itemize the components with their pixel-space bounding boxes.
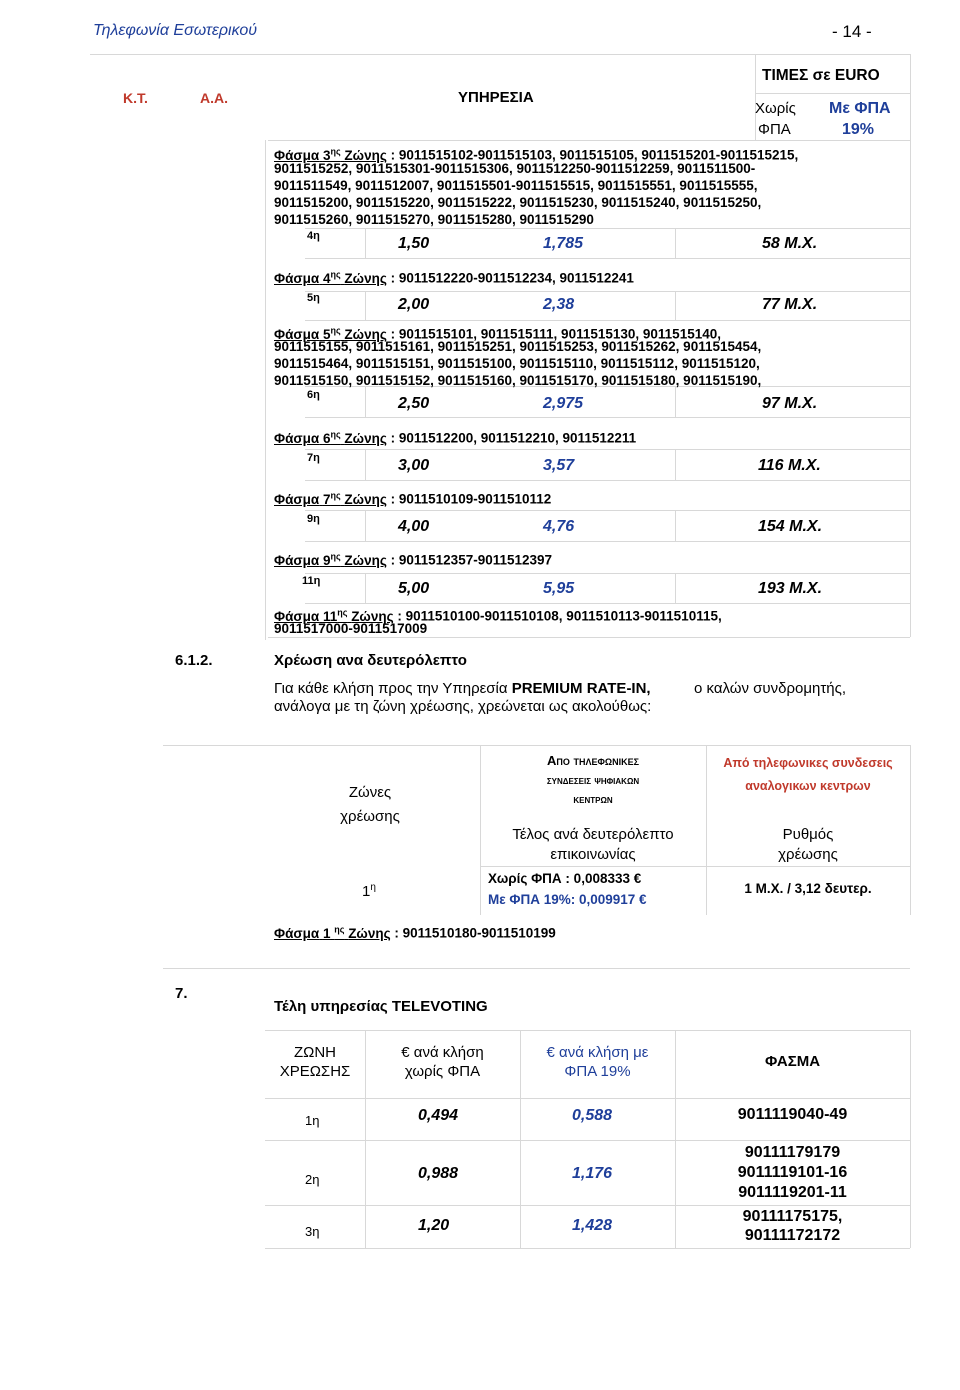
tv-header-zone-2: ΧΡΕΩΣΗΣ xyxy=(279,1063,351,1080)
phase-1-heading: Φάσμα 1 $^{\eta\varsigma}$ Ζώνης : 9011510180-9011510199 xyxy=(274,924,556,941)
tv-zone: 1η xyxy=(305,1113,320,1128)
phase-6-heading: Φάσμα $6^{\eta\varsigma}$ Ζώνης : 9011512200, 9011512210, 9011512211 xyxy=(274,429,637,446)
zones-header-1: Ζώνες xyxy=(348,784,392,801)
tv-header-vat-1: € ανά κλήση με xyxy=(546,1044,649,1061)
col-header-novat-1: Χωρίς xyxy=(755,100,796,117)
tv-header-vat-2: ΦΠΑ 19% xyxy=(564,1063,631,1080)
section-paragraph-2: ανάλογα με τη ζώνη χρέωσης, χρεώνεται ως ακολούθως: xyxy=(274,698,652,715)
price-vat: 4,76 xyxy=(543,518,575,535)
units: 193 Μ.Χ. xyxy=(758,580,823,597)
price-novat: 1,50 xyxy=(398,235,430,252)
tv-range: 9011119101-16 xyxy=(737,1164,848,1181)
units: 77 Μ.Χ. xyxy=(762,296,818,313)
section-paragraph: Για κάθε κλήση προς την Υπηρεσία PREMIUM RATE-IN, xyxy=(274,680,651,697)
zone-label: 7η xyxy=(307,452,320,464)
phase-11-heading: Φάσμα $11^{\eta\varsigma}$ Ζώνης : 9011510100-9011510108, 9011510113-9011510115, xyxy=(274,607,722,624)
section-number: 6.1.2. xyxy=(175,652,213,669)
tv-range: 90111179179 xyxy=(744,1144,841,1161)
phase-4-heading: Φάσμα $4^{\eta\varsigma}$ Ζώνης : 9011512220-9011512234, 9011512241 xyxy=(274,269,634,286)
tv-header-zone-1: ΖΩΝΗ xyxy=(293,1044,337,1061)
col-header-vat-2: 19% xyxy=(842,121,875,138)
phase-5-numbers: 9011515155, 9011515161, 9011515251, 9011515253, 9011515262, 9011515454, xyxy=(274,339,762,354)
price-vat: 2,975 xyxy=(543,395,584,412)
phase-7-heading: Φάσμα $7^{\eta\varsigma}$ Ζώνης : 9011510109-9011510112 xyxy=(274,490,552,507)
zones-header-2: χρέωσης xyxy=(340,808,400,825)
tv-price-novat: 0,494 xyxy=(418,1107,459,1124)
phase-3-numbers: 9011515200, 9011515220, 9011515222, 9011515230, 9011515240, 9011515250, xyxy=(274,195,762,210)
digital-header-1: Απο τηλεφωνικες xyxy=(546,753,639,768)
section-7-number: 7. xyxy=(175,985,188,1002)
tv-price-novat: 1,20 xyxy=(418,1217,450,1234)
tv-header-novat-2: χωρίς ΦΠΑ xyxy=(404,1063,481,1080)
units: 154 Μ.Χ. xyxy=(758,518,823,535)
price-novat: 5,00 xyxy=(398,580,430,597)
phase-3-numbers: 9011515252, 9011515301-9011515306, 9011512250-9011512259, 9011511500- xyxy=(274,161,756,176)
fee-novat: Χωρίς ΦΠΑ : 0,008333 € xyxy=(488,871,642,886)
zone-label: 5η xyxy=(307,292,320,304)
tv-price-vat: 0,588 xyxy=(572,1107,613,1124)
section-7-title: Τέλη υπηρεσίας TELEVOTING xyxy=(274,998,488,1015)
zone-value: $1^\eta$ xyxy=(362,882,376,900)
zone-label: 6η xyxy=(307,389,320,401)
tv-zone: 2η xyxy=(305,1172,320,1187)
phase-3-heading: Φάσμα $3^{\eta\varsigma}$ Ζώνης : 9011515102-9011515103, 9011515105, 9011515201-9011515215, xyxy=(274,146,799,163)
rate-value: 1 Μ.Χ. / 3,12 δευτερ. xyxy=(744,881,872,896)
fee-header-2: επικοινωνίας xyxy=(550,846,636,863)
price-vat: 3,57 xyxy=(543,457,575,474)
col-header-aa: Α.Α. xyxy=(200,90,228,106)
price-novat: 4,00 xyxy=(398,518,430,535)
col-header-vat-1: Με ΦΠΑ xyxy=(829,100,891,117)
col-header-service: ΥΠΗΡΕΣΙΑ xyxy=(458,89,534,106)
fee-header-1: Τέλος ανά δευτερόλεπτο xyxy=(512,826,674,843)
col-header-kt: Κ.Τ. xyxy=(123,90,148,106)
price-vat: 5,95 xyxy=(543,580,575,597)
zone-label: 9η xyxy=(307,513,320,525)
phase-9-heading: Φάσμα $9^{\eta\varsigma}$ Ζώνης : 9011512357-9011512397 xyxy=(274,551,553,568)
section-title: Χρέωση ανα δευτερόλεπτο xyxy=(274,652,467,669)
price-novat: 3,00 xyxy=(398,457,430,474)
tv-range: 90111172172 xyxy=(744,1227,841,1244)
tv-price-novat: 0,988 xyxy=(418,1165,459,1182)
rate-header-2: χρέωσης xyxy=(778,846,838,863)
section-paragraph-end: ο καλών συνδρομητής, xyxy=(694,680,846,697)
zone-label: 11η xyxy=(302,575,321,587)
analog-header-1: Από τηλεφωνικες συνδεσεις xyxy=(723,756,893,770)
price-novat: 2,50 xyxy=(398,395,430,412)
tv-price-vat: 1,428 xyxy=(572,1217,613,1234)
phase-3-numbers: 9011515260, 9011515270, 9011515280, 9011515290 xyxy=(274,212,594,227)
rate-header-1: Ρυθμός xyxy=(782,826,834,843)
phase-5-numbers: 9011515150, 9011515152, 9011515160, 9011515170, 9011515180, 9011515190, xyxy=(274,373,762,388)
tv-zone: 3η xyxy=(305,1224,320,1239)
units: 116 Μ.Χ. xyxy=(758,457,821,474)
page-number: - 14 - xyxy=(832,22,872,41)
tv-range: 90111175175, xyxy=(742,1208,843,1225)
units: 58 Μ.Χ. xyxy=(762,235,818,252)
analog-header-2: αναλογικων κεντρων xyxy=(745,779,871,793)
phase-3-numbers: 9011511549, 9011512007, 9011515501-9011515515, 9011515551, 9011515555, xyxy=(274,178,758,193)
zone-label: 4η xyxy=(307,230,320,242)
phase-11-numbers: 9011517000-9011517009 xyxy=(274,621,428,636)
price-vat: 1,785 xyxy=(543,235,584,252)
price-novat: 2,00 xyxy=(398,296,430,313)
tv-range: 9011119201-11 xyxy=(738,1184,847,1201)
digital-header-3: κεντρων xyxy=(573,792,613,806)
tv-price-vat: 1,176 xyxy=(572,1165,613,1182)
units: 97 Μ.Χ. xyxy=(762,395,818,412)
tv-header-novat-1: € ανά κλήση xyxy=(401,1044,484,1061)
col-header-prices: ΤΙΜΕΣ σε EURO xyxy=(762,67,880,84)
document-header-title: Τηλεφωνία Εσωτερικού xyxy=(93,22,258,39)
fee-vat: Με ΦΠΑ 19%: 0,009917 € xyxy=(488,892,647,907)
phase-5-numbers: 9011515464, 9011515151, 9011515100, 9011515110, 9011515112, 9011515120, xyxy=(274,356,760,371)
price-vat: 2,38 xyxy=(543,296,575,313)
phase-5-heading: Φάσμα $5^{\eta\varsigma}$ Ζώνης : 9011515101, 9011515111, 9011515130, 9011515140, xyxy=(274,325,721,342)
tv-range: 9011119040-49 xyxy=(737,1106,848,1123)
digital-header-2: συνδεσεις ψηφιακων xyxy=(546,773,640,787)
col-header-novat-2: ΦΠΑ xyxy=(758,121,791,138)
tv-header-range: ΦΑΣΜΑ xyxy=(764,1053,821,1070)
